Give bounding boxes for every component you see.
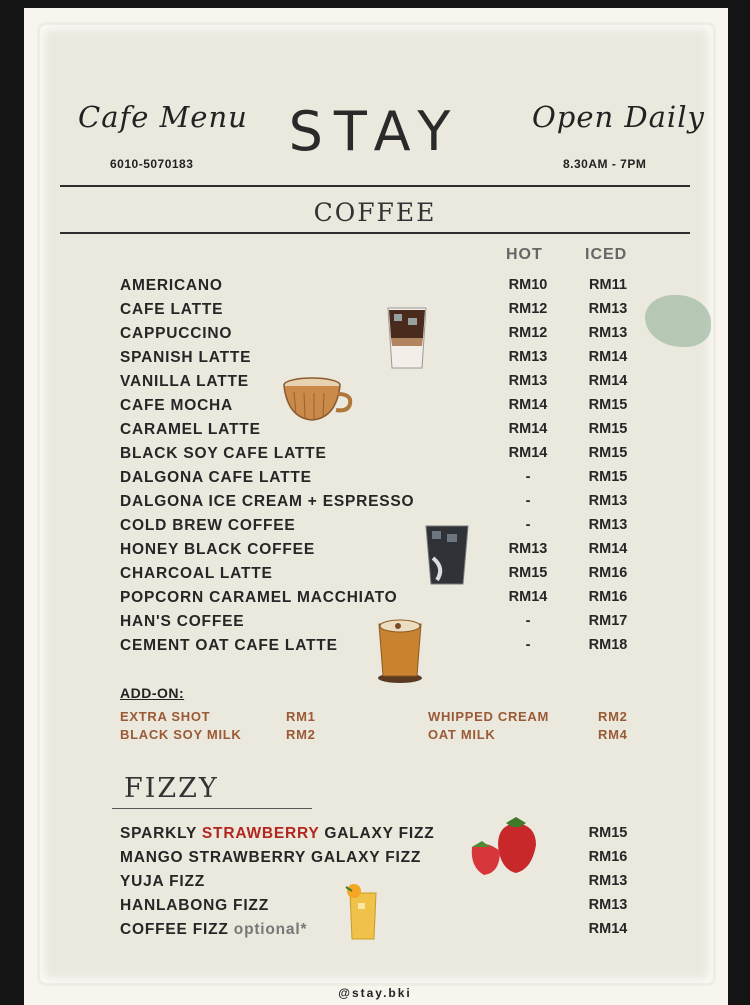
coffee-item-hot-price: RM13 — [508, 541, 548, 557]
coffee-item-iced-price: RM15 — [588, 469, 628, 485]
fizzy-item-name — [120, 897, 269, 915]
hot-column-header: HOT — [506, 246, 543, 263]
coffee-item-name: CEMENT OAT CAFE LATTE — [120, 637, 338, 654]
coffee-item-name: CAFE LATTE — [120, 301, 224, 318]
coffee-item-iced-price: RM14 — [588, 349, 628, 365]
fizzy-item-price: RM13 — [588, 897, 628, 913]
coffee-item-row — [120, 565, 640, 589]
instagram-handle: @stay.bki — [338, 986, 412, 1000]
phone-number: 6010-5070183 — [110, 157, 194, 171]
addon-oat-milk-price: RM4 — [598, 727, 628, 742]
hot-cappuccino-picture — [280, 376, 354, 424]
coffee-item-name: HAN'S COFFEE — [120, 613, 245, 630]
coffee-item-name: POPCORN CARAMEL MACCHIATO — [120, 589, 398, 606]
yuja-fizz-picture — [342, 883, 382, 941]
coffee-item-iced-price: RM16 — [588, 565, 628, 581]
fizzy-name-part: MANGO STRAWBERRY GALAXY FIZZ — [120, 849, 422, 866]
charcoal-drink-picture — [423, 522, 471, 588]
coffee-item-iced-price: RM13 — [588, 493, 628, 509]
fizzy-item-name — [120, 921, 307, 939]
coffee-item-name: SPANISH LATTE — [120, 349, 252, 366]
open-daily-script: Open Daily — [532, 100, 705, 134]
addon-whipped-cream-price: RM2 — [598, 709, 628, 724]
coffee-item-iced-price: RM13 — [588, 301, 628, 317]
addon-black-soy-milk: BLACK SOY MILK — [120, 727, 242, 742]
iced-column-header: ICED — [585, 246, 628, 263]
fizzy-optional-note: optional* — [233, 921, 308, 938]
fizzy-divider — [112, 808, 312, 809]
fizzy-item-price: RM13 — [588, 873, 628, 889]
coffee-item-name: COLD BREW COFFEE — [120, 517, 296, 534]
coffee-item-row — [120, 445, 640, 469]
coffee-item-name: CHARCOAL LATTE — [120, 565, 273, 582]
fizzy-item-price: RM14 — [588, 921, 628, 937]
coffee-item-hot-price: - — [525, 517, 531, 533]
coffee-item-iced-price: RM16 — [588, 589, 628, 605]
coffee-item-iced-price: RM14 — [588, 541, 628, 557]
coffee-item-row — [120, 373, 640, 397]
coffee-item-hot-price: - — [525, 637, 531, 653]
coffee-item-row — [120, 421, 640, 445]
coffee-item-row — [120, 493, 640, 517]
fizzy-item-name — [120, 825, 435, 843]
fizzy-item-name — [120, 849, 421, 867]
coffee-item-row — [120, 469, 640, 493]
coffee-item-name: VANILLA LATTE — [120, 373, 249, 390]
coffee-item-row — [120, 397, 640, 421]
coffee-item-hot-price: RM14 — [508, 421, 548, 437]
coffee-item-hot-price: RM10 — [508, 277, 548, 293]
coffee-item-iced-price: RM15 — [588, 445, 628, 461]
coffee-item-hot-price: - — [525, 613, 531, 629]
coffee-item-hot-price: RM14 — [508, 445, 548, 461]
coffee-item-iced-price: RM17 — [588, 613, 628, 629]
coffee-item-name: DALGONA CAFE LATTE — [120, 469, 312, 486]
cafe-menu-script: Cafe Menu — [78, 100, 248, 134]
coffee-item-iced-price: RM18 — [588, 637, 628, 653]
coffee-item-hot-price: - — [525, 469, 531, 485]
fizzy-item-row — [120, 849, 640, 873]
addon-title: ADD-ON: — [120, 685, 185, 701]
divider-bottom — [60, 232, 690, 234]
coffee-item-name: CARAMEL LATTE — [120, 421, 261, 438]
fizzy-name-part: SPARKLY — [120, 825, 202, 842]
brand-title: STAY — [288, 100, 462, 163]
fizzy-name-part: COFFEE FIZZ — [120, 921, 234, 938]
coffee-item-iced-price: RM15 — [588, 397, 628, 413]
coffee-item-iced-price: RM14 — [588, 373, 628, 389]
fizzy-item-name — [120, 873, 205, 891]
coffee-item-name: CAFE MOCHA — [120, 397, 234, 414]
coffee-item-hot-price: RM14 — [508, 589, 548, 605]
coffee-item-iced-price: RM13 — [588, 325, 628, 341]
coffee-item-row — [120, 325, 640, 349]
coffee-item-row — [120, 589, 640, 613]
fizzy-name-part: YUJA FIZZ — [120, 873, 205, 890]
coffee-item-name: AMERICANO — [120, 277, 223, 294]
coffee-item-hot-price: RM13 — [508, 349, 548, 365]
strawberry-picture — [466, 815, 542, 879]
coffee-item-row — [120, 277, 640, 301]
fizzy-name-part: GALAXY FIZZ — [319, 825, 435, 842]
opening-hours: 8.30AM - 7PM — [563, 157, 647, 171]
addon-extra-shot: EXTRA SHOT — [120, 709, 211, 724]
fizzy-name-highlight: STRAWBERRY — [201, 825, 320, 842]
fizzy-name-part: HANLABONG FIZZ — [120, 897, 269, 914]
coffee-item-hot-price: - — [525, 493, 531, 509]
addon-oat-milk: OAT MILK — [428, 727, 496, 742]
coffee-item-hot-price: RM13 — [508, 373, 548, 389]
coffee-item-hot-price: RM12 — [508, 325, 548, 341]
coffee-item-name: HONEY BLACK COFFEE — [120, 541, 315, 558]
coffee-section-title: COFFEE — [313, 198, 437, 227]
coffee-item-row — [120, 541, 640, 565]
addon-whipped-cream: WHIPPED CREAM — [428, 709, 550, 724]
fizzy-item-price: RM15 — [588, 825, 628, 841]
coffee-item-iced-price: RM11 — [589, 277, 627, 293]
addon-black-soy-milk-price: RM2 — [286, 727, 316, 742]
coffee-item-row — [120, 301, 640, 325]
coffee-item-hot-price: RM12 — [508, 301, 548, 317]
coffee-item-name: BLACK SOY CAFE LATTE — [120, 445, 327, 462]
coffee-item-hot-price: RM14 — [508, 397, 548, 413]
coffee-item-name: CAPPUCCINO — [120, 325, 233, 342]
coffee-item-row — [120, 517, 640, 541]
coffee-item-iced-price: RM15 — [588, 421, 628, 437]
fizzy-section-title: FIZZY — [124, 773, 219, 804]
addon-extra-shot-price: RM1 — [286, 709, 316, 724]
oat-latte-picture — [374, 618, 426, 684]
iced-latte-picture — [384, 304, 430, 372]
coffee-item-name: DALGONA ICE CREAM + ESPRESSO — [120, 493, 415, 510]
coffee-item-iced-price: RM13 — [588, 517, 628, 533]
divider-top — [60, 185, 690, 187]
coffee-item-hot-price: RM15 — [508, 565, 548, 581]
fizzy-item-row — [120, 825, 640, 849]
fizzy-item-price: RM16 — [588, 849, 628, 865]
coffee-item-row — [120, 349, 640, 373]
